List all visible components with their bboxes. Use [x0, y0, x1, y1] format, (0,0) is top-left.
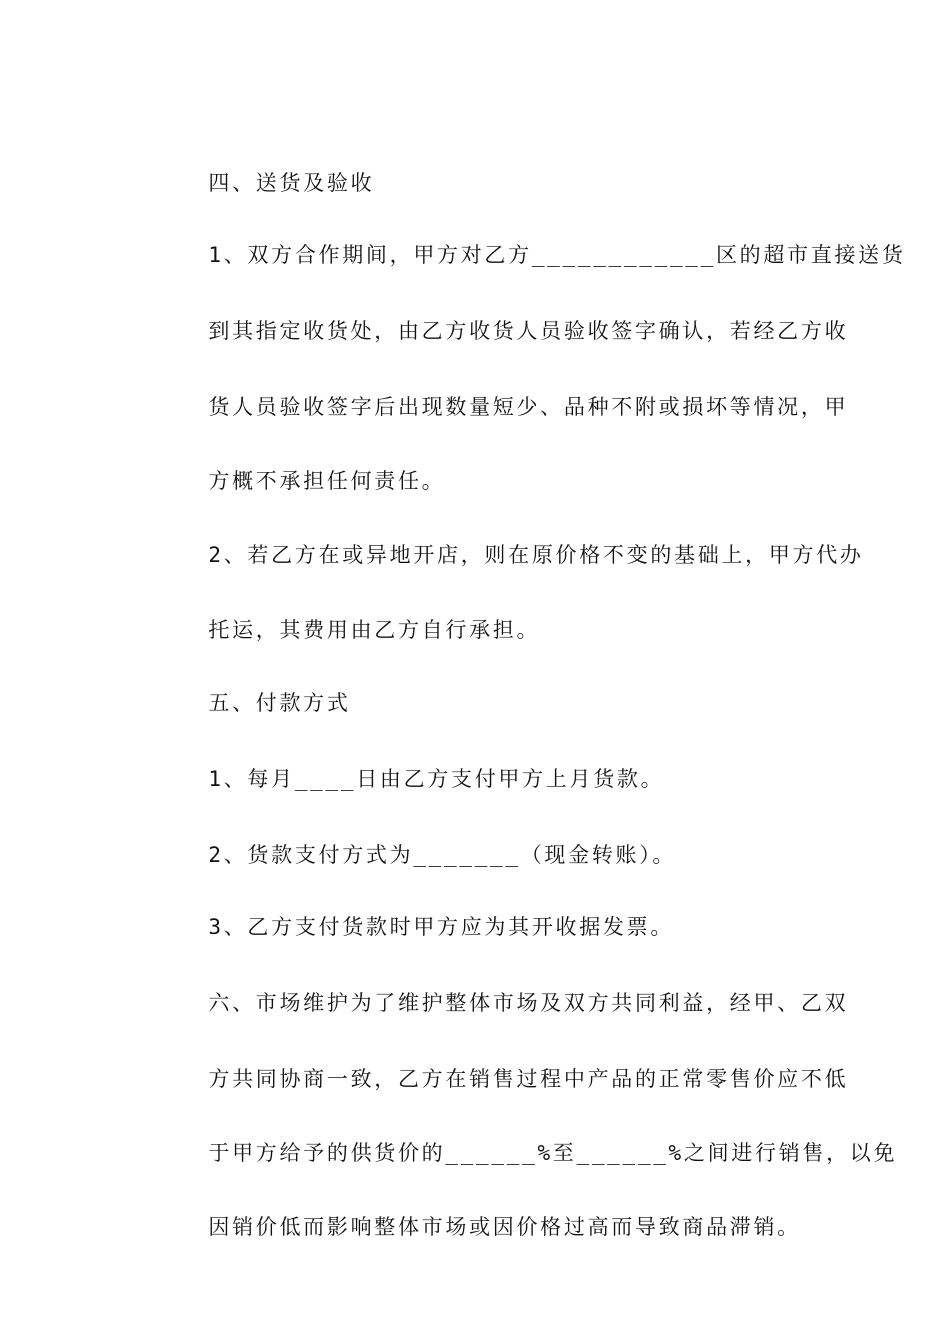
section-4-item-1-line-2 — [147, 286, 849, 343]
section-4-item-1-line-1 — [147, 210, 906, 267]
section-6-line-4 — [147, 1182, 827, 1239]
item-text: %之间进行销售，以免 — [668, 1141, 898, 1165]
fill-in-blank: ____ — [294, 767, 357, 791]
item-text: 货人员验收签字后出现数量短少、品种不附或损坏等情况，甲 — [208, 395, 849, 419]
item-text: （现金转账）。 — [520, 843, 677, 867]
item-text: 1、每月 — [208, 767, 295, 791]
section-5-heading-text: 五、付款方式 — [208, 691, 351, 715]
section-4-item-2-line-2 — [147, 585, 827, 642]
item-text: 1、双方合作期间，甲方对乙方 — [208, 243, 532, 267]
section-4-item-2-line-1 — [147, 510, 864, 567]
item-text: 3、乙方支付货款时甲方应为其开收据发票。 — [208, 915, 675, 939]
section-6-line-2 — [147, 1034, 849, 1091]
item-text: 2、若乙方在或异地开店，则在原价格不变的基础上，甲方代办 — [208, 543, 864, 567]
item-text: 六、市场维护为了维护整体市场及双方共同利益，经甲、乙双 — [208, 991, 849, 1015]
item-text: 区的超市直接送货 — [715, 243, 906, 267]
item-text: 2、货款支付方式为 — [208, 843, 414, 867]
item-text: 托运，其费用由乙方自行承担。 — [208, 618, 541, 642]
section-6-line-1 — [147, 958, 849, 1015]
item-text: 因销价低而影响整体市场或因价格过高而导致商品滞销。 — [208, 1215, 801, 1239]
section-6-line-3 — [147, 1108, 898, 1165]
section-4-item-1-line-4 — [147, 436, 827, 493]
item-text: 日由乙方支付甲方上月货款。 — [356, 767, 665, 791]
item-text: 方概不承担任何责任。 — [208, 469, 446, 493]
fill-in-blank: ____________ — [531, 243, 716, 267]
section-5-item-1 — [147, 734, 827, 791]
section-4-heading — [147, 138, 827, 195]
section-5-item-2 — [147, 810, 827, 867]
section-4-heading-text: 四、送货及验收 — [208, 171, 375, 195]
item-text: 到其指定收货处，由乙方收货人员验收签字确认，若经乙方收 — [208, 319, 849, 343]
fill-in-blank: ______ — [445, 1141, 538, 1165]
section-5-heading — [147, 658, 827, 715]
item-text: 方共同协商一致，乙方在销售过程中产品的正常零售价应不低 — [208, 1067, 849, 1091]
fill-in-blank: _______ — [413, 843, 521, 867]
item-text: %至 — [537, 1141, 577, 1165]
item-text: 于甲方给予的供货价的 — [208, 1141, 446, 1165]
section-5-item-3 — [147, 882, 827, 939]
fill-in-blank: ______ — [576, 1141, 669, 1165]
section-4-item-1-line-3 — [147, 362, 849, 419]
